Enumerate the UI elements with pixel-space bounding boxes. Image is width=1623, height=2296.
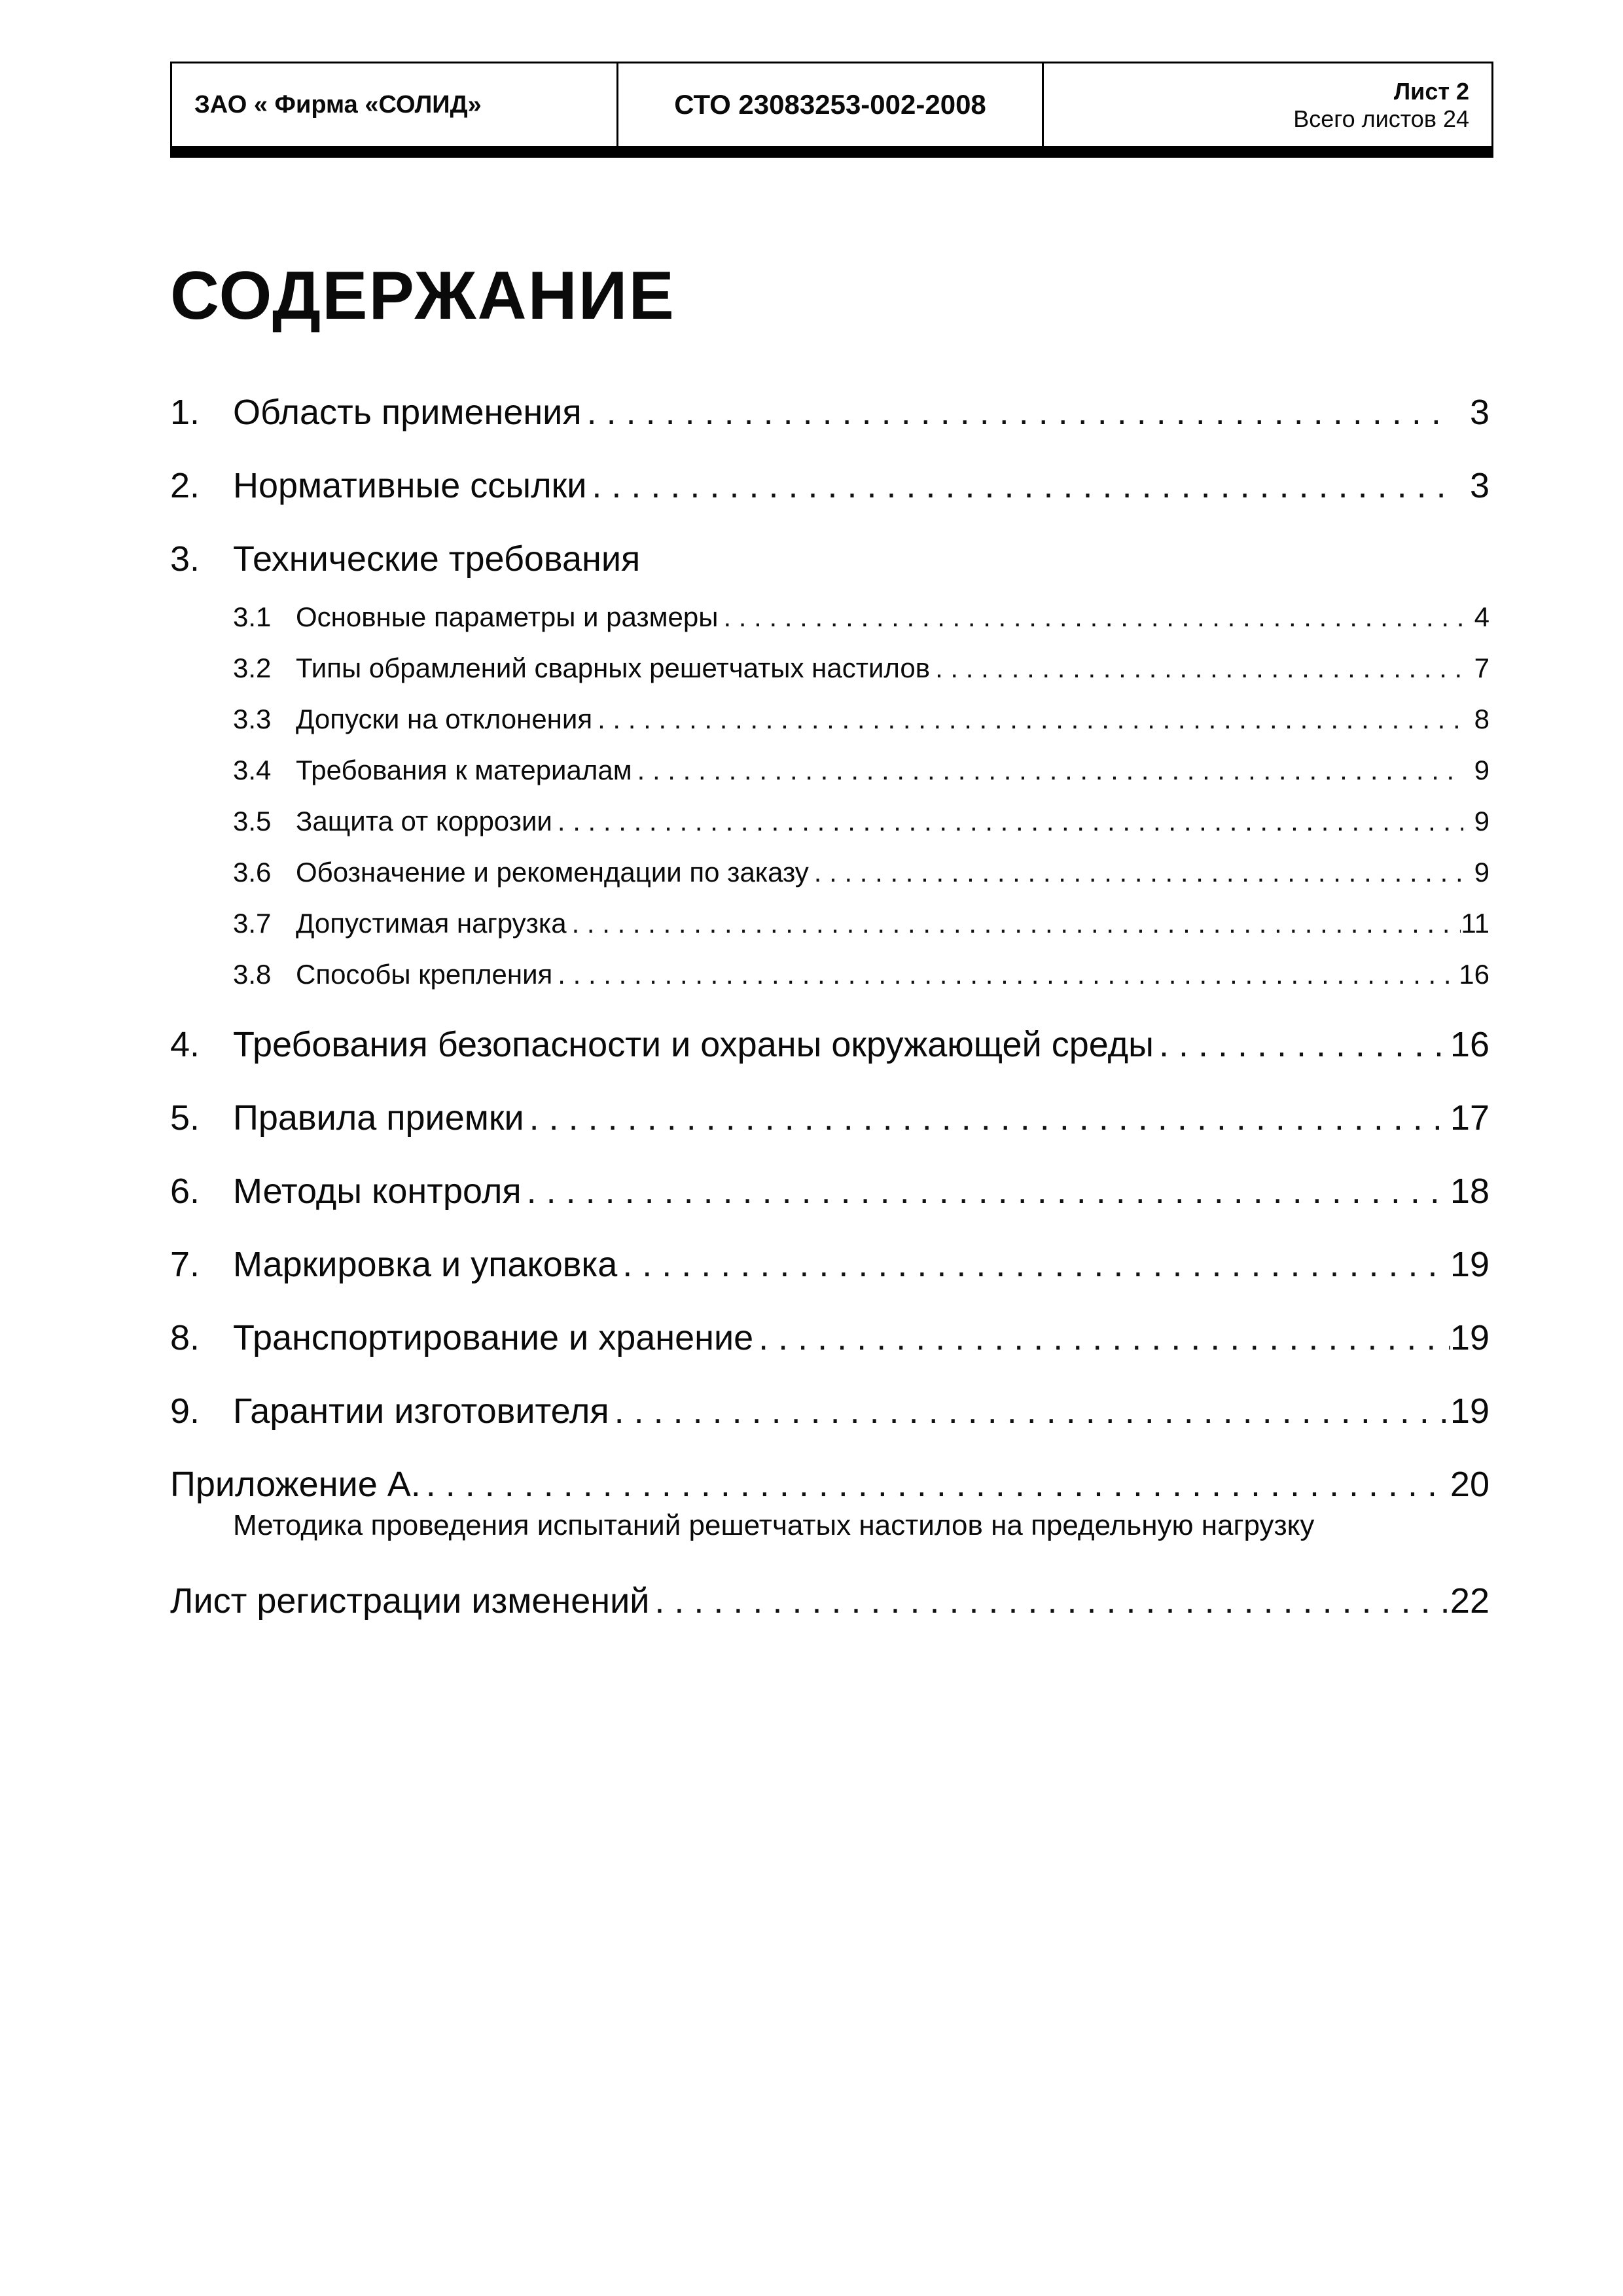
toc-item-label: Транспортирование и хранение — [233, 1318, 754, 1357]
toc-item-label: Маркировка и упаковка — [233, 1245, 618, 1284]
toc-item-page: 19 — [1450, 1391, 1489, 1431]
toc-item[interactable] — [170, 1388, 1489, 1434]
toc-subitem-number: 3.5 — [233, 806, 272, 836]
toc-subitem-label: Допустимая нагрузка — [296, 908, 567, 939]
toc-item-page: 3 — [1469, 466, 1489, 505]
sheet-info — [1044, 63, 1491, 146]
toc-item-page: 19 — [1450, 1245, 1489, 1284]
toc-leader-dots — [753, 1315, 1450, 1361]
toc-subitem-label: Основные параметры и размеры — [296, 601, 719, 632]
toc-appendix-label: Приложение А. — [170, 1465, 421, 1504]
toc-subitem-page: 4 — [1474, 601, 1489, 632]
toc-change-log-page: 22 — [1450, 1581, 1489, 1621]
toc-leader-dots — [649, 1578, 1450, 1624]
toc-leader-dots — [930, 650, 1463, 687]
toc-subitem-label: Требования к материалам — [296, 755, 632, 785]
document-header — [170, 62, 1493, 158]
toc-item-page: 18 — [1450, 1172, 1489, 1211]
toc-leader-dots — [592, 701, 1463, 738]
toc-leader-dots — [586, 463, 1450, 509]
toc-item-number: 8. — [170, 1318, 200, 1357]
toc-subitem[interactable] — [233, 752, 1489, 789]
toc-item-label: Область применения — [233, 393, 582, 432]
toc-subitem-page: 9 — [1474, 806, 1489, 836]
toc-item[interactable] — [170, 389, 1489, 435]
toc-subitem-number: 3.6 — [233, 857, 272, 888]
toc-item-page: 16 — [1450, 1025, 1489, 1064]
toc-leader-dots — [718, 599, 1463, 636]
toc-item-page: 19 — [1450, 1318, 1489, 1357]
toc-subitem[interactable] — [233, 599, 1489, 636]
toc-leader-dots — [809, 854, 1463, 891]
toc-item[interactable] — [170, 1095, 1489, 1141]
toc-leader-dots — [1154, 1022, 1450, 1067]
toc-subitem-label: Защита от коррозии — [296, 806, 552, 836]
toc-item[interactable] — [170, 1242, 1489, 1287]
toc-item-label: Технические требования — [233, 539, 641, 579]
toc-item[interactable] — [170, 536, 1489, 582]
toc-item[interactable] — [170, 1315, 1489, 1361]
toc-item-label: Правила приемки — [233, 1098, 524, 1138]
toc-leader-dots — [632, 752, 1463, 789]
toc-leader-dots — [421, 1462, 1450, 1507]
toc-item-number: 9. — [170, 1391, 200, 1431]
toc-leader-dots — [567, 905, 1461, 942]
toc-appendix-description: Методика проведения испытаний решетчатых настилов на предельную нагрузку — [233, 1509, 1315, 1541]
toc-leader-dots — [617, 1242, 1450, 1287]
toc-subitem-label: Способы крепления — [296, 959, 553, 990]
total-sheets: Всего листов 24 — [1293, 105, 1469, 132]
toc-subitem-page: 9 — [1474, 857, 1489, 888]
toc-subitem-label: Обозначение и рекомендации по заказу — [296, 857, 809, 888]
toc-item[interactable] — [170, 1168, 1489, 1214]
toc-item-number: 3. — [170, 539, 200, 579]
sheet-number: Лист 2 — [1393, 78, 1469, 105]
toc-subitem-page: 8 — [1474, 704, 1489, 734]
toc-item-label: Нормативные ссылки — [233, 466, 587, 505]
toc-item-page: 3 — [1469, 393, 1489, 432]
toc-item-number: 2. — [170, 466, 200, 505]
toc-change-log[interactable] — [170, 1578, 1489, 1624]
toc-subitem-label: Типы обрамлений сварных решетчатых настилов — [296, 653, 931, 683]
toc-subitem-page: 11 — [1461, 908, 1489, 939]
toc-subitem-number: 3.4 — [233, 755, 272, 785]
toc-item-number: 1. — [170, 393, 200, 432]
toc-item-number: 5. — [170, 1098, 200, 1138]
toc-item[interactable] — [170, 1022, 1489, 1067]
toc-subitem-label: Допуски на отклонения — [296, 704, 593, 734]
toc-subitem[interactable] — [233, 701, 1489, 738]
toc-subitem[interactable] — [233, 956, 1489, 993]
toc-change-log-label: Лист регистрации изменений — [170, 1581, 650, 1621]
toc-subitem[interactable] — [233, 854, 1489, 891]
toc-leader-dots — [552, 956, 1459, 993]
toc-appendix-page: 20 — [1450, 1465, 1489, 1504]
toc-subitem-number: 3.3 — [233, 704, 272, 734]
toc-leader-dots — [609, 1388, 1450, 1434]
toc-item-label: Методы контроля — [233, 1172, 522, 1211]
toc-item-number: 7. — [170, 1245, 200, 1284]
toc-item-page: 17 — [1450, 1098, 1489, 1138]
toc-leader-dots — [524, 1095, 1450, 1141]
toc-subitem[interactable] — [233, 803, 1489, 840]
toc-item-number: 6. — [170, 1172, 200, 1211]
toc-appendix[interactable] — [170, 1462, 1489, 1507]
toc-leader-dots — [522, 1168, 1450, 1214]
toc-subitem-number: 3.8 — [233, 959, 272, 990]
standard-number: СТО 23083253-002-2008 — [618, 63, 1044, 146]
toc-subitem-number: 3.1 — [233, 601, 272, 632]
page-title: СОДЕРЖАНИЕ — [170, 258, 675, 334]
toc-leader-dots — [552, 803, 1463, 840]
toc-subitem-page: 9 — [1474, 755, 1489, 785]
toc-subitem-page: 7 — [1474, 653, 1489, 683]
toc-leader-dots — [582, 389, 1450, 435]
toc-item-label: Гарантии изготовителя — [233, 1391, 609, 1431]
toc-subitem-number: 3.2 — [233, 653, 272, 683]
toc-subitem-page: 16 — [1459, 959, 1489, 990]
toc-item-label: Требования безопасности и охраны окружающей среды — [233, 1025, 1154, 1064]
toc-subitem-number: 3.7 — [233, 908, 272, 939]
toc-subitem[interactable] — [233, 650, 1489, 687]
toc-subitem[interactable] — [233, 905, 1489, 942]
toc-item[interactable] — [170, 463, 1489, 509]
toc-item-number: 4. — [170, 1025, 200, 1064]
company-name: ЗАО « Фирма «СОЛИД» — [172, 63, 618, 146]
